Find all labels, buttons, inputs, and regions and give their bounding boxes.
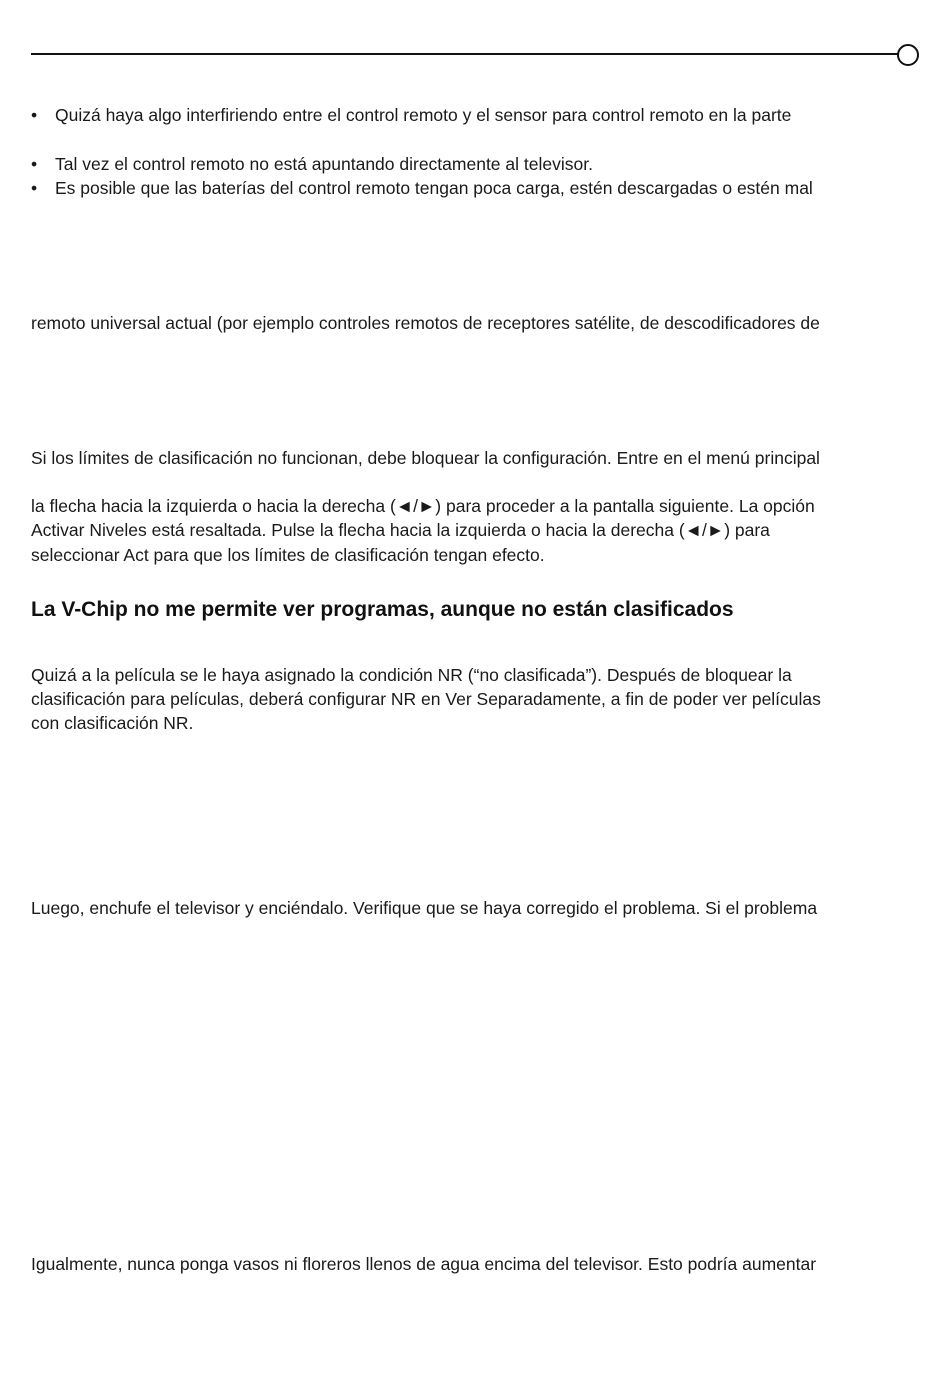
bullet-item — [31, 103, 791, 127]
section-heading: La V-Chip no me permite ver programas, aunque no están clasificados — [31, 598, 734, 621]
bullet-text: Es posible que las baterías del control remoto tengan poca carga, estén descargadas o estén mal — [55, 178, 813, 198]
bullet-text: Quizá haya algo interfiriendo entre el control remoto y el sensor para control remoto en la parte — [55, 105, 792, 125]
bullet-symbol: • — [31, 154, 38, 174]
header-rule — [31, 53, 899, 55]
paragraph-line: remoto universal actual (por ejemplo controles remotos de receptores satélite, de descodificadores de — [31, 313, 820, 333]
paragraph-line: Activar Niveles está resaltada. Pulse la flecha hacia la izquierda o hacia la derecha (◄/►) para — [31, 520, 770, 540]
paragraph-line: seleccionar Act para que los límites de clasificación tengan efecto. — [31, 545, 545, 565]
bullet-item — [31, 176, 813, 200]
paragraph-line: con clasificación NR. — [31, 713, 194, 733]
paragraph-line: clasificación para películas, deberá configurar NR en Ver Separadamente, a fin de poder ver películas — [31, 689, 821, 709]
paragraph-line: Luego, enchufe el televisor y enciéndalo. Verifique que se haya corregido el problema. Si el problema — [31, 898, 818, 918]
paragraph-line: Si los límites de clasificación no funcionan, debe bloquear la configuración. Entre en el menú principal — [31, 448, 820, 468]
paragraph-line: la flecha hacia la izquierda o hacia la derecha (◄/►) para proceder a la pantalla siguiente. La opción — [31, 496, 815, 516]
paragraph-line: Quizá a la película se le haya asignado la condición NR (“no clasificada”). Después de bloquear la — [31, 665, 792, 685]
bullet-symbol: • — [31, 105, 38, 125]
paragraph-line: Igualmente, nunca ponga vasos ni floreros llenos de agua encima del televisor. Esto podría aumentar — [31, 1254, 817, 1274]
bullet-item — [31, 152, 593, 176]
bullet-text: Tal vez el control remoto no está apuntando directamente al televisor. — [55, 154, 593, 174]
header-circle-icon — [897, 44, 919, 66]
bullet-symbol: • — [31, 178, 38, 198]
